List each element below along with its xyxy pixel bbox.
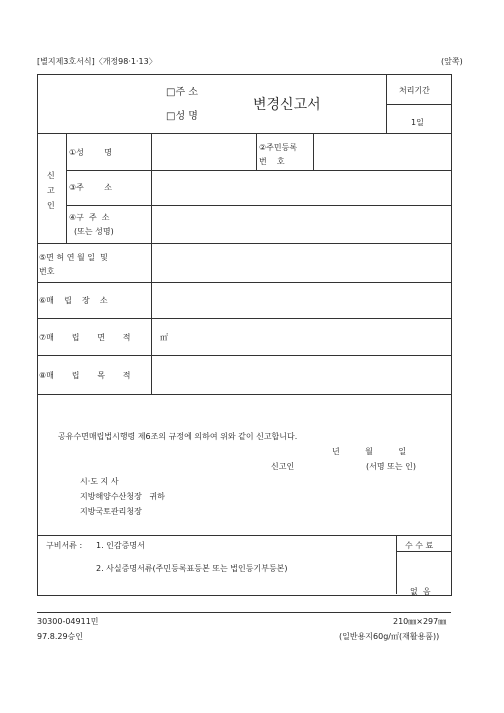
area-field[interactable] (172, 319, 450, 354)
declaration-text: 공유수면매립법시행령 제6조의 규정에 의하여 위와 같이 신고합니다. (58, 432, 298, 441)
paper-type: (일반용지60g/㎡(재활용품)) (339, 632, 440, 641)
check-name[interactable]: □성 명 (166, 111, 198, 122)
fee-label: 수 수 료 (405, 541, 434, 550)
rrn-field[interactable] (314, 134, 450, 169)
old-address-note: (또는 성명) (74, 227, 114, 236)
period-value: 1일 (411, 118, 424, 127)
reporter-group-label: 신 고 인 (47, 171, 55, 210)
name-field[interactable] (152, 134, 255, 169)
divider (37, 612, 451, 613)
divider (386, 104, 451, 105)
purpose-label: ⑧매 립 목 적 (39, 371, 131, 380)
sign-note: (서명 또는 인) (366, 462, 416, 471)
license-field[interactable] (152, 244, 450, 281)
place-label: ⑥매 립 장 소 (39, 296, 108, 305)
form-code: [별지제3호서식]〈개정98·1·13〉 (37, 57, 157, 66)
area-unit: ㎡ (160, 333, 168, 342)
rrn-label: ②주민등록 번 호 (259, 143, 298, 166)
divider (66, 133, 67, 243)
approval-date: 97.8.29승인 (37, 632, 83, 641)
declaration-date: 년 월 일 (332, 447, 407, 456)
divider (256, 133, 257, 170)
page-side: (앞쪽) (441, 57, 463, 66)
divider (396, 535, 397, 594)
purpose-field[interactable] (152, 356, 450, 393)
form-title: 변경신고서 (253, 97, 321, 113)
name-label: ①성 명 (69, 148, 112, 157)
recipient-maritime: 지방해양수산청장 귀하 (80, 492, 165, 501)
divider (37, 535, 451, 536)
attachments-label: 구비서류 : (46, 541, 83, 550)
fee-value: 없 음 (410, 587, 431, 596)
old-address-label: ④구 주 소 (69, 213, 110, 222)
divider (37, 394, 451, 395)
old-address-field[interactable] (152, 206, 450, 242)
place-field[interactable] (152, 283, 450, 317)
paper-size: 210㎜×297㎜ (393, 617, 447, 626)
attachment-item-2: 2. 사실증명서류(주민등록표등본 또는 법인등기부등본) (96, 564, 288, 573)
period-label: 처리기간 (399, 86, 430, 95)
reporter-sign-label: 신고인 (271, 462, 295, 471)
attachment-item-1: 1. 인감증명서 (96, 541, 145, 550)
address-label: ③주 소 (69, 183, 112, 192)
recipient-governor: 시·도 지 사 (80, 477, 119, 486)
form-serial: 30300-04911민 (37, 617, 99, 626)
divider (396, 551, 451, 552)
recipient-land: 지방국토관리청장 (80, 507, 142, 516)
address-field[interactable] (152, 171, 450, 204)
area-label: ⑦매 립 면 적 (39, 333, 131, 342)
license-label: ⑤면 허 연 월 일 및 번호 (39, 253, 108, 276)
check-address[interactable]: □주 소 (166, 87, 198, 98)
